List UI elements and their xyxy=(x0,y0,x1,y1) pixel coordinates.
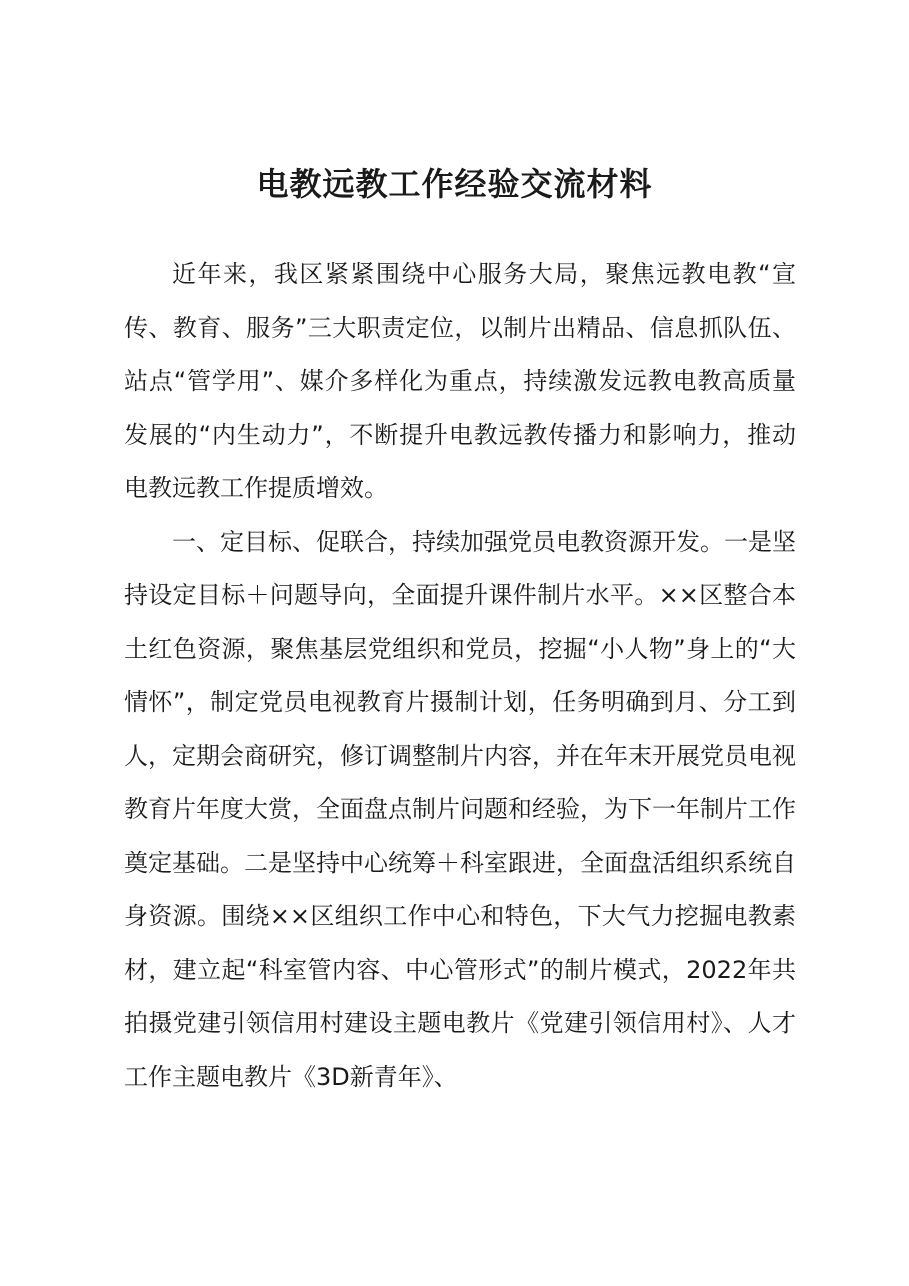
paragraph-intro: 近年来，我区紧紧围绕中心服务大局，聚焦远教电教“宣传、教育、服务”三大职责定位，以制片出精品、信息抓队伍、站点“管学用”、媒介多样化为重点，持续激发远教电教高质量发展的“内生动力”，不断提升电教远教传播力和影响力，推动电教远教工作提质增效。 xyxy=(124,260,796,502)
document-title: 电教远教工作经验交流材料 xyxy=(256,165,653,203)
paragraph-section-one: 一、定目标、促联合，持续加强党员电教资源开发。一是坚持设定目标＋问题导向，全面提升课件制片水平。××区整合本土红色资源，聚焦基层党组织和党员，挖掘“小人物”身上的“大情怀”，制定党员电视教育片摄制计划，任务明确到月、分工到人，定期会商研究，修订调整制片内容，并在年末开展党员电视教育片年度大赏，全面盘点制片问题和经验，为下一年制片工作奠定基础。二是坚持中心统筹＋科室跟进，全面盘活组织系统自身资源。围绕××区组织工作中心和特色，下大气力挖掘电教素材，建立起“科室管内容、中心管形式”的制片模式，2022年共拍摄党建引领信用村建设主题电教片《党建引领信用村》、人才工作主题电教片《3D新青年》、 xyxy=(124,527,796,1091)
document-body xyxy=(124,248,796,1104)
